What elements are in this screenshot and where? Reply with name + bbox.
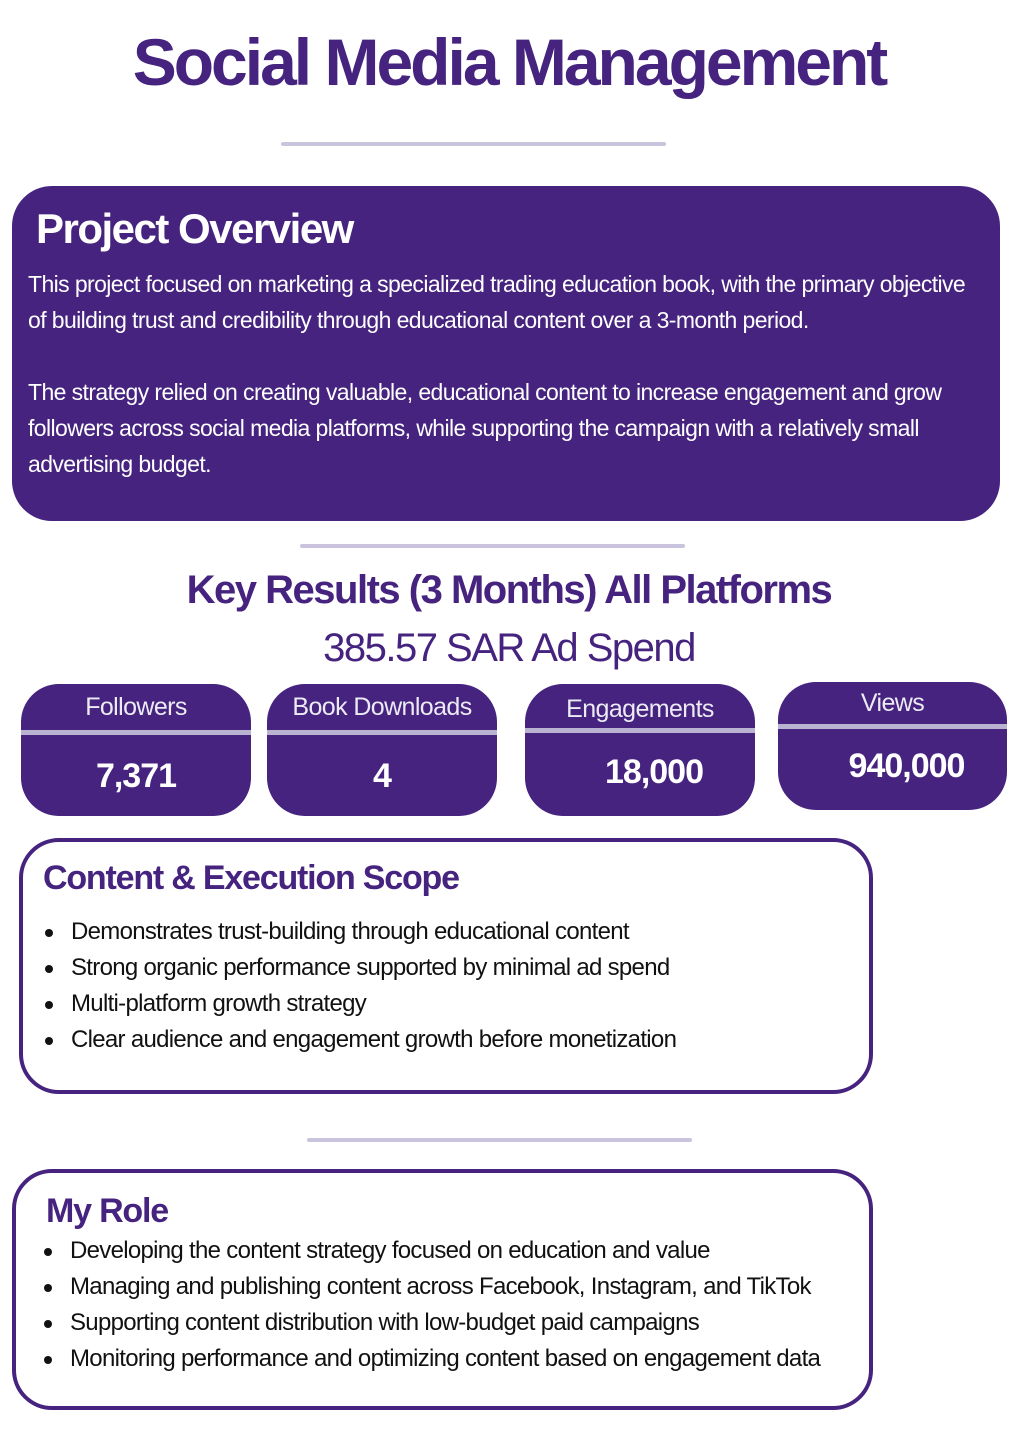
content-scope-list — [43, 914, 849, 1058]
project-overview-card — [12, 186, 1000, 521]
stat-value: 940,000 — [848, 747, 965, 785]
role-divider — [307, 1138, 692, 1142]
stat-label: Engagements — [566, 695, 714, 723]
stat-card-book-downloads — [267, 684, 497, 816]
stat-value: 7,371 — [95, 757, 177, 795]
stat-label: Followers — [85, 693, 187, 721]
stat-label: Book Downloads — [292, 693, 472, 721]
list-item: Supporting content distribution with low-budget paid campaigns — [42, 1305, 845, 1341]
content-scope-card — [19, 838, 873, 1094]
stat-card-followers — [21, 684, 251, 816]
stat-value: 4 — [373, 757, 391, 795]
list-item: Developing the content strategy focused on education and value — [42, 1233, 845, 1269]
stat-label: Views — [860, 689, 925, 717]
stat-card-engagements — [525, 684, 755, 816]
stat-divider — [778, 724, 1007, 729]
ad-spend-text: 385.57 SAR Ad Spend — [323, 626, 695, 670]
my-role-list — [42, 1233, 845, 1377]
list-item: Clear audience and engagement growth before monetization — [43, 1022, 849, 1058]
stat-divider — [525, 728, 755, 733]
stat-divider — [21, 730, 251, 735]
overview-paragraph-1: This project focused on marketing a specialized trading education book, with the primary objective of building trust and credibility through educational content over a 3-month period. — [28, 271, 966, 333]
results-divider — [300, 544, 685, 548]
my-role-card — [12, 1169, 873, 1410]
list-item: Managing and publishing content across Facebook, Instagram, and TikTok — [42, 1269, 845, 1305]
stat-value: 18,000 — [605, 753, 703, 791]
overview-paragraph-2: The strategy relied on creating valuable, educational content to increase engagement and grow followers across social media platforms, while supporting the campaign with a relatively small advertising budget. — [28, 379, 942, 477]
stat-card-views — [778, 682, 1007, 810]
list-item: Demonstrates trust-building through educational content — [43, 914, 849, 950]
list-item: Monitoring performance and optimizing content based on engagement data — [42, 1341, 845, 1377]
project-overview-heading: Project Overview — [36, 205, 353, 252]
list-item: Multi-platform growth strategy — [43, 986, 849, 1022]
list-item: Strong organic performance supported by minimal ad spend — [43, 950, 849, 986]
stat-divider — [267, 730, 497, 735]
title-divider — [281, 142, 666, 146]
content-scope-heading: Content & Execution Scope — [43, 859, 459, 897]
my-role-heading: My Role — [46, 1192, 168, 1230]
key-results-heading: Key Results (3 Months) All Platforms — [186, 568, 832, 612]
page-title: Social Media Management — [132, 25, 886, 99]
